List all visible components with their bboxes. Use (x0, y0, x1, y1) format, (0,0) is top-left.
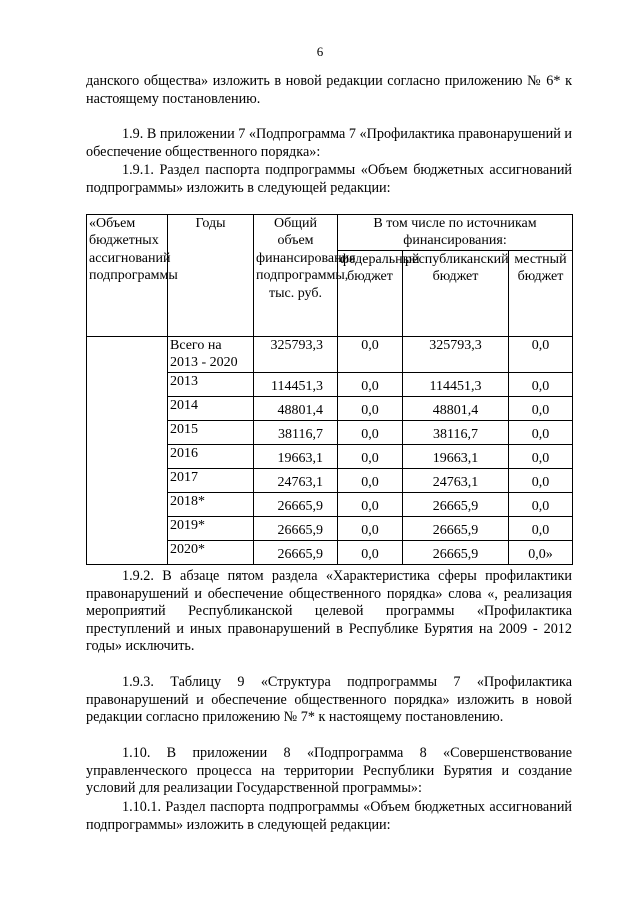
paragraph-1-10 (86, 745, 572, 798)
republic-cell: 26665,9 (403, 492, 509, 516)
republic-cell: 26665,9 (403, 540, 509, 564)
local-cell: 0,0 (509, 516, 573, 540)
paragraph-1-10-1 (86, 799, 572, 834)
republic-cell: 26665,9 (403, 516, 509, 540)
federal-cell: 0,0 (338, 516, 403, 540)
paragraph-1-9-2 (86, 568, 572, 656)
header-years-cell: Годы (168, 215, 254, 337)
year-cell: 2014 (168, 396, 254, 420)
paragraph-text: 1.9. В приложении 7 «Подпрограмма 7 «Профилактика правонарушений и обеспечение общественного порядка»: (86, 126, 572, 160)
federal-cell: 0,0 (338, 468, 403, 492)
federal-cell: 0,0 (338, 444, 403, 468)
paragraph-1-9 (86, 126, 572, 161)
total-cell: 26665,9 (254, 492, 338, 516)
federal-cell: 0,0 (338, 336, 403, 372)
federal-cell: 0,0 (338, 420, 403, 444)
paragraph-1-9-3 (86, 674, 572, 727)
republic-cell: 38116,7 (403, 420, 509, 444)
year-cell: 2018* (168, 492, 254, 516)
header-sources-cell: В том числе по источникам финансирования: (338, 215, 573, 251)
header-federal-cell: федеральный бюджет (338, 250, 403, 336)
header-local-cell: местный бюджет (509, 250, 573, 336)
federal-cell: 0,0 (338, 540, 403, 564)
republic-cell: 48801,4 (403, 396, 509, 420)
paragraph-continuation (86, 73, 572, 108)
local-cell: 0,0 (509, 396, 573, 420)
federal-cell: 0,0 (338, 372, 403, 396)
total-cell: 38116,7 (254, 420, 338, 444)
table-header-row (87, 215, 573, 251)
total-cell: 48801,4 (254, 396, 338, 420)
total-cell: 24763,1 (254, 468, 338, 492)
federal-cell: 0,0 (338, 396, 403, 420)
total-cell: 19663,1 (254, 444, 338, 468)
total-cell: 114451,3 (254, 372, 338, 396)
label-column-blank (87, 336, 168, 564)
total-cell: 26665,9 (254, 516, 338, 540)
local-cell: 0,0 (509, 420, 573, 444)
federal-cell: 0,0 (338, 492, 403, 516)
year-cell: 2013 (168, 372, 254, 396)
paragraph-1-9-1 (86, 162, 572, 197)
republic-cell: 325793,3 (403, 336, 509, 372)
year-cell: Всего на 2013 - 2020 (168, 336, 254, 372)
paragraph-text: 1.9.3. Таблицу 9 «Структура подпрограммы 7 «Профилактика правонарушений и обеспечение общественного порядка» изложить в новой редакции согласно приложению № 7* к настоящему постановлению. (86, 674, 572, 726)
paragraph-text: 1.10. В приложении 8 «Подпрограмма 8 «Совершенствование управленческого процесса на территории Республики Бурятия и создание условий для реализации Государственной программы»: (86, 745, 572, 797)
republic-cell: 24763,1 (403, 468, 509, 492)
local-cell: 0,0 (509, 372, 573, 396)
republic-cell: 19663,1 (403, 444, 509, 468)
paragraph-text: 1.9.1. Раздел паспорта подпрограммы «Объем бюджетных ассигнований подпрограммы» изложить в следующей редакции: (86, 162, 572, 196)
local-cell: 0,0 (509, 468, 573, 492)
year-cell: 2019* (168, 516, 254, 540)
table-row (87, 336, 573, 372)
year-cell: 2020* (168, 540, 254, 564)
local-cell: 0,0 (509, 444, 573, 468)
local-cell: 0,0 (509, 492, 573, 516)
year-cell: 2016 (168, 444, 254, 468)
year-cell: 2017 (168, 468, 254, 492)
paragraph-text: 1.9.2. В абзаце пятом раздела «Характеристика сферы профилактики правонарушений и обеспечение общественного порядка» слова «, реализация мероприятий Республиканской целевой программы «Профилактика преступлений и иных правонарушений в Республике Бурятия на 2009 - 2012 годы» исключить. (86, 568, 572, 655)
paragraph-text: данского общества» изложить в новой редакции согласно приложению № 6* к настоящему постановлению. (86, 73, 572, 107)
header-total-cell: Общий объем финансирования подпрограммы, тыс. руб. (254, 215, 338, 337)
total-cell: 325793,3 (254, 336, 338, 372)
paragraph-text: 1.10.1. Раздел паспорта подпрограммы «Объем бюджетных ассигнований подпрограммы» изложить в следующей редакции: (86, 799, 572, 833)
total-cell: 26665,9 (254, 540, 338, 564)
budget-allocation-table (86, 214, 573, 565)
republic-cell: 114451,3 (403, 372, 509, 396)
page-number: 6 (316, 44, 324, 59)
header-republic-cell: республиканский бюджет (403, 250, 509, 336)
header-label-cell: «Объем бюджетных ассигнований подпрограммы (87, 215, 168, 337)
local-cell: 0,0 (509, 336, 573, 372)
local-cell: 0,0» (509, 540, 573, 564)
year-cell: 2015 (168, 420, 254, 444)
